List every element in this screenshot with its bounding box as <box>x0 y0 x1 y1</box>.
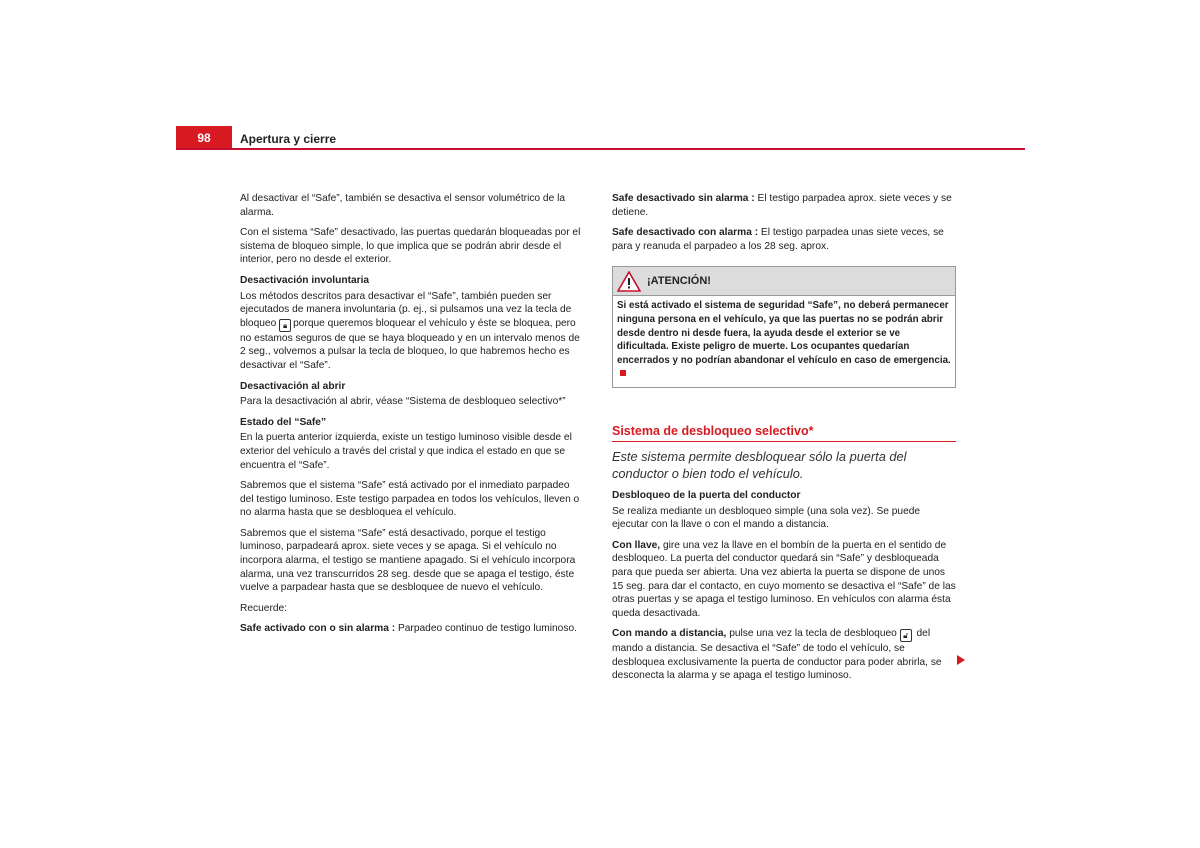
term-text: gire una vez la llave en el bombín de la puerta en el sentido de desbloqueo. La puerta del conductor quedará sin “Safe” y desbloqueada para que pueda ser abierta. Una vez abierta la puerta se dispone de unos 15 seg. para dar el contacto, en cuyo momento se desactiva el “Safe” de las otras puertas y se apaga el testigo luminoso. En vehículos con alarma ésta queda desactivada. <box>612 539 956 619</box>
paragraph: Para la desactivación al abrir, véase “Sistema de desbloqueo selectivo*” <box>240 396 566 408</box>
warning-header <box>613 267 955 296</box>
paragraph: En la puerta anterior izquierda, existe un testigo luminoso visible desde el exterior del vehículo a través del cristal y que indica el estado en que se encuentra el “Safe”. <box>240 432 572 471</box>
right-column <box>612 192 956 690</box>
term-label: Con mando a distancia, <box>612 628 727 640</box>
subheading-involuntaria: Desactivación involuntaria <box>240 274 370 286</box>
term-text: El testigo parpadea unas siete veces, se para y reanuda el parpadeo a los 28 seg. aprox. <box>612 227 944 252</box>
paragraph: Se realiza mediante un desbloqueo simple (una sola vez). Se puede ejecutar con la llave o con el mando a distancia. <box>612 505 921 531</box>
paragraph: Recuerde: <box>240 602 288 614</box>
left-column <box>240 192 584 643</box>
paragraph-involuntaria <box>240 290 584 373</box>
paragraph: Sabremos que el sistema “Safe” está desactivado, porque el testigo luminoso, parpadeará aprox. siete veces y se apaga. Si el vehículo no incorpora alarma, el testigo se mantiene apagado. Si el vehículo incorpora alarma, una vez transcurridos 28 seg. desde que se apaga el testigo, éste vuelve a parpadear hasta que se desbloquee de nuevo el vehículo. <box>240 527 576 594</box>
term-text: El testigo parpadea aprox. siete veces y se detiene. <box>612 193 952 218</box>
paragraph <box>612 627 956 683</box>
end-marker-icon <box>620 370 626 376</box>
term-label: Con llave, <box>612 539 661 551</box>
warning-triangle-icon <box>617 271 641 292</box>
term-label: Safe activado con o sin alarma : <box>240 623 396 635</box>
warning-text: Si está activado el sistema de seguridad “Safe”, no deberá permanecer ninguna persona en el vehículo, ya que las puertas no se podrán abrir desde dentro ni desde fuera, la ayuda desde el exterior se ve dificultada. Existe peligro de muerte. Los ocupantes quedarían encerrados y no podrían abandonar el vehículo en caso de emergencia. <box>617 300 951 366</box>
lock-key-icon: 🔒︎ <box>279 319 291 332</box>
subheading-estado: Estado del “Safe” <box>240 416 327 428</box>
paragraph <box>612 226 956 253</box>
warning-box <box>612 266 956 388</box>
paragraph: Sabremos que el sistema “Safe” está activado por el inmediato parpadeo del testigo luminoso. Este testigo parpadea en todos los vehículos, lleven o no alarma hasta que se desbloquea el vehículo. <box>240 480 580 519</box>
term-label: Safe desactivado sin alarma : <box>612 193 755 204</box>
paragraph: Con el sistema “Safe” desactivado, las puertas quedarán bloqueadas por el sistema de bloqueo simple, lo que implica que se podrán abrir desde el interior, pero no desde el exterior. <box>240 227 581 266</box>
unlock-key-icon: 🔓︎ <box>900 629 912 642</box>
term-label: Safe desactivado con alarma : <box>612 227 759 239</box>
paragraph-text: porque queremos bloquear el vehículo y éste se bloquea, pero no estamos seguros de que se haya bloqueado y en un intervalo menos de 2 seg., volvemos a pulsar la tecla de bloqueo, lo que habremos hecho es desactivar el “Safe”. <box>240 317 580 371</box>
section-intro: Este sistema permite desbloquear sólo la puerta del conductor o bien todo el vehículo. <box>612 448 907 481</box>
section-title: Sistema de desbloqueo selectivo* <box>612 422 956 442</box>
subheading-abrir: Desactivación al abrir <box>240 380 346 392</box>
next-page-arrow-icon <box>957 655 965 665</box>
term-text: del mando a distancia. Se desactiva el “Safe” de todo el vehículo, se desbloquea exclusivamente la puerta de conductor para poder abrirla, se desconecta la alarma y se apaga el testigo luminoso. <box>612 628 942 682</box>
paragraph <box>612 192 956 219</box>
chapter-title: Apertura y cierre <box>240 132 337 146</box>
subheading-conductor: Desbloqueo de la puerta del conductor <box>612 489 801 501</box>
paragraph: Al desactivar el “Safe”, también se desactiva el sensor volumétrico de la alarma. <box>240 193 566 218</box>
paragraph <box>612 539 956 621</box>
term-text: pulse una vez la tecla de desbloqueo <box>726 628 897 640</box>
paragraph <box>240 622 584 636</box>
page-number: 98 <box>176 126 232 148</box>
paragraph-text: Los métodos descritos para desactivar el “Safe”, también pueden ser ejecutados de manera involuntaria (p. ej., si pulsamos una vez la tecla de bloqueo <box>240 290 572 329</box>
page-header <box>176 126 1025 150</box>
warning-title: ¡ATENCIÓN! <box>647 274 711 287</box>
term-text: Parpadeo continuo de testigo luminoso. <box>395 623 577 635</box>
warning-body <box>613 296 955 387</box>
